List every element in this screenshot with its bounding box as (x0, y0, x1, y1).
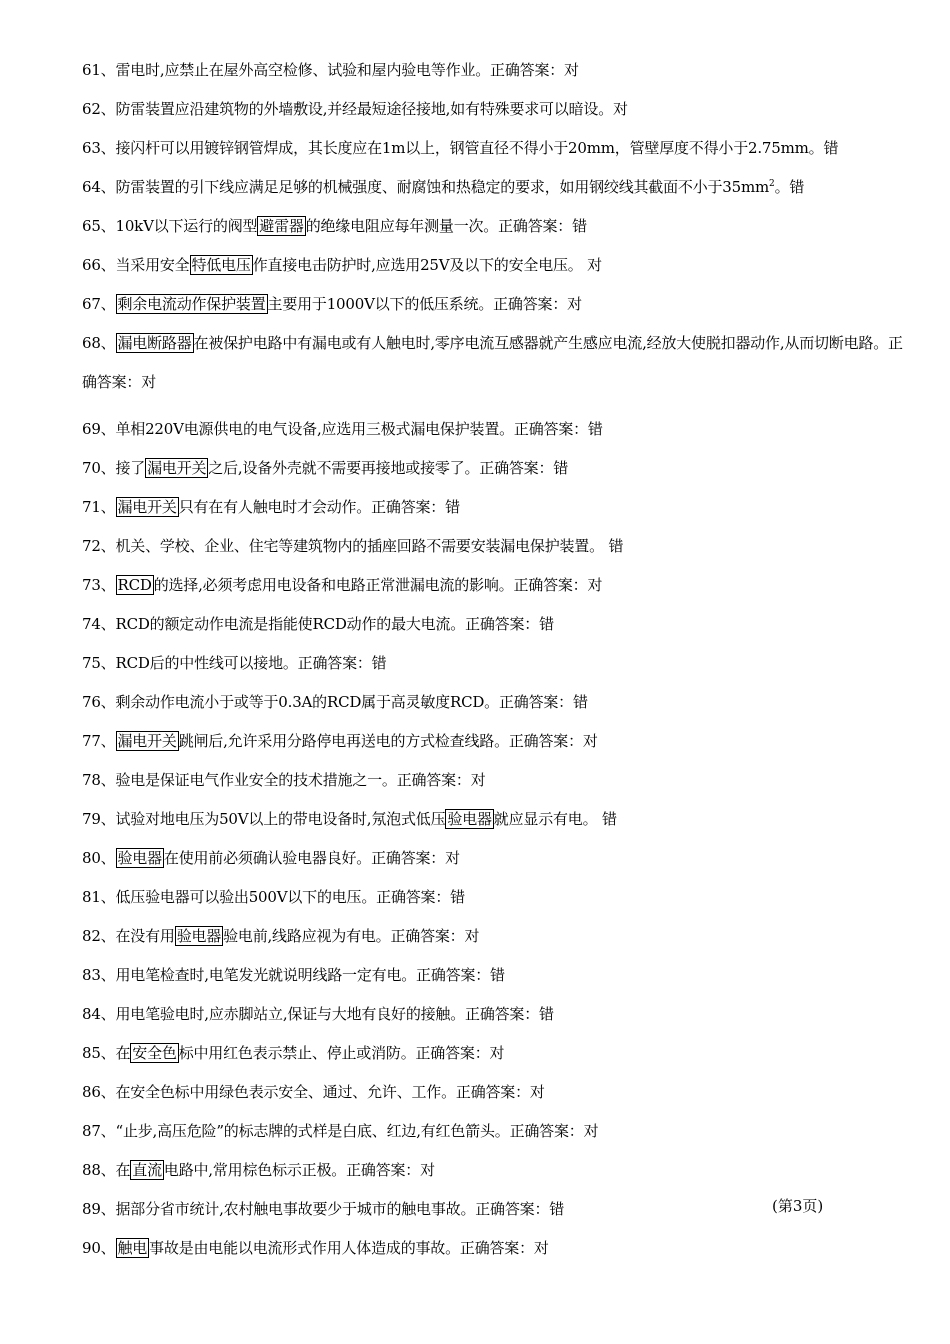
text-segment: 90、 (82, 1239, 116, 1257)
text-segment: 80、 (82, 849, 116, 867)
text-segment: 标中用红色表示禁止、停止或消防。正确答案：对 (178, 1044, 505, 1062)
question-item (82, 456, 912, 495)
text-segment: 67、 (82, 295, 116, 313)
text-segment: 77、 (82, 732, 116, 750)
text-segment: 就应显示有电。 错 (493, 810, 617, 828)
text-segment: 事故是由电能以电流形式作用人体造成的事故。正确答案：对 (149, 1239, 549, 1257)
boxed-term: 剩余电流动作保护装置 (117, 295, 266, 313)
boxed-term: RCD (117, 576, 152, 594)
question-item (82, 651, 912, 690)
text-segment: 。错 (774, 178, 805, 196)
text-segment: 74、RCD的额定动作电流是指能使RCD动作的最大电流。正确答案：错 (82, 615, 554, 633)
question-item (82, 58, 912, 97)
text-segment: 62、防雷装置应沿建筑物的外墙敷设,并经最短途径接地,如有特殊要求可以暗设。对 (82, 100, 628, 118)
text-segment: 78、验电是保证电气作业安全的技术措施之一。正确答案：对 (82, 771, 486, 789)
text-segment: 85、在 (82, 1044, 131, 1062)
boxed-term: 验电器 (176, 927, 222, 945)
question-item (82, 924, 912, 963)
text-segment: 63、接闪杆可以用镀锌钢管焊成，其长度应在1m以上，钢管直径不得小于20mm，管壁厚度不得小于2.75mm。错 (82, 139, 839, 157)
text-segment: 79、试验对地电压为50V以上的带电设备时,氖泡式低压 (82, 810, 446, 828)
text-segment: 主要用于1000V以下的低压系统。正确答案：对 (267, 295, 582, 313)
boxed-term: 安全色 (132, 1044, 177, 1062)
question-item (82, 807, 912, 846)
question-item (82, 175, 912, 214)
question-item (82, 1236, 912, 1275)
question-item (82, 417, 912, 456)
question-item (82, 1041, 912, 1080)
text-segment: 73、 (82, 576, 116, 594)
question-item (82, 846, 912, 885)
text-segment: 76、剩余动作电流小于或等于0.3A的RCD属于高灵敏度RCD。正确答案：错 (82, 693, 588, 711)
question-item (82, 534, 912, 573)
text-segment: 82、在没有用 (82, 927, 175, 945)
text-segment: 作直接电击防护时,应选用25V及以下的安全电压。 对 (252, 256, 602, 274)
question-item (82, 612, 912, 651)
text-segment: 68、 (82, 334, 116, 352)
boxed-term: 漏电断路器 (117, 334, 192, 352)
boxed-term: 特低电压 (191, 256, 251, 274)
text-segment: 69、单相220V电源供电的电气设备,应选用三极式漏电保护装置。正确答案：错 (82, 420, 603, 438)
text-segment: 81、低压验电器可以验出500V以下的电压。正确答案：错 (82, 888, 465, 906)
text-segment: 在被保护电路中有漏电或有人触电时,零序电流互感器就产生感应电流,经放大使脱扣器动作,从而切断电路。正确答案：对 (82, 334, 903, 391)
question-item (82, 1080, 912, 1119)
boxed-term: 验电器 (447, 810, 492, 828)
document-page (82, 58, 912, 1275)
question-item (82, 97, 912, 136)
boxed-term: 漏电开关 (117, 732, 177, 750)
text-segment: 66、当采用安全 (82, 256, 190, 274)
superscript: 2 (769, 179, 775, 189)
boxed-term: 漏电开关 (147, 459, 207, 477)
boxed-term: 避雷器 (259, 217, 304, 235)
text-segment: 70、接了 (82, 459, 146, 477)
text-segment: 在使用前必须确认验电器良好。正确答案：对 (163, 849, 460, 867)
page-number: (第3页) (772, 1197, 824, 1215)
text-segment: 71、 (82, 498, 116, 516)
boxed-term: 触电 (117, 1239, 148, 1257)
text-segment: 的绝缘电阻应每年测量一次。正确答案：错 (305, 217, 587, 235)
question-item (82, 1119, 912, 1158)
text-segment: 75、RCD后的中性线可以接地。正确答案：错 (82, 654, 387, 672)
question-item (82, 768, 912, 807)
text-segment: 电路中,常用棕色标示正极。正确答案：对 (163, 1161, 435, 1179)
text-segment: 验电前,线路应视为有电。正确答案：对 (223, 927, 480, 945)
question-item (82, 573, 912, 612)
question-item (82, 324, 912, 417)
text-segment: 的选择,必须考虑用电设备和电路正常泄漏电流的影响。正确答案：对 (153, 576, 603, 594)
question-item (82, 1158, 912, 1197)
text-segment: 86、在安全色标中用绿色表示安全、通过、允许、工作。正确答案：对 (82, 1083, 545, 1101)
boxed-term: 验电器 (117, 849, 162, 867)
boxed-term: 直流 (132, 1161, 162, 1179)
question-item (82, 214, 912, 253)
question-item (82, 495, 912, 534)
question-item (82, 253, 912, 292)
text-segment: 83、用电笔检查时,电笔发光就说明线路一定有电。正确答案：错 (82, 966, 505, 984)
text-segment: 89、据部分省市统计,农村触电事故要少于城市的触电事故。正确答案：错 (82, 1200, 565, 1218)
boxed-term: 漏电开关 (117, 498, 177, 516)
question-item (82, 885, 912, 924)
text-segment: 72、机关、学校、企业、住宅等建筑物内的插座回路不需要安装漏电保护装置。 错 (82, 537, 624, 555)
text-segment: 跳闸后,允许采用分路停电再送电的方式检查线路。正确答案：对 (178, 732, 598, 750)
text-segment: 65、10kV以下运行的阀型 (82, 217, 258, 235)
text-segment: 之后,设备外壳就不需要再接地或接零了。正确答案：错 (208, 459, 569, 477)
text-segment: 87、“止步,高压危险”的标志牌的式样是白底、红边,有红色箭头。正确答案：对 (82, 1122, 599, 1140)
text-segment: 84、用电笔验电时,应赤脚站立,保证与大地有良好的接触。正确答案：错 (82, 1005, 554, 1023)
text-segment: 88、在 (82, 1161, 131, 1179)
question-item (82, 963, 912, 1002)
question-item (82, 1002, 912, 1041)
question-item (82, 690, 912, 729)
question-item (82, 136, 912, 175)
text-segment: 只有在有人触电时才会动作。正确答案：错 (178, 498, 460, 516)
question-item (82, 729, 912, 768)
text-segment: 61、雷电时,应禁止在屋外高空检修、试验和屋内验电等作业。正确答案：对 (82, 61, 579, 79)
text-segment: 64、防雷装置的引下线应满足足够的机械强度、耐腐蚀和热稳定的要求，如用钢绞线其截面不小于35mm (82, 178, 770, 196)
